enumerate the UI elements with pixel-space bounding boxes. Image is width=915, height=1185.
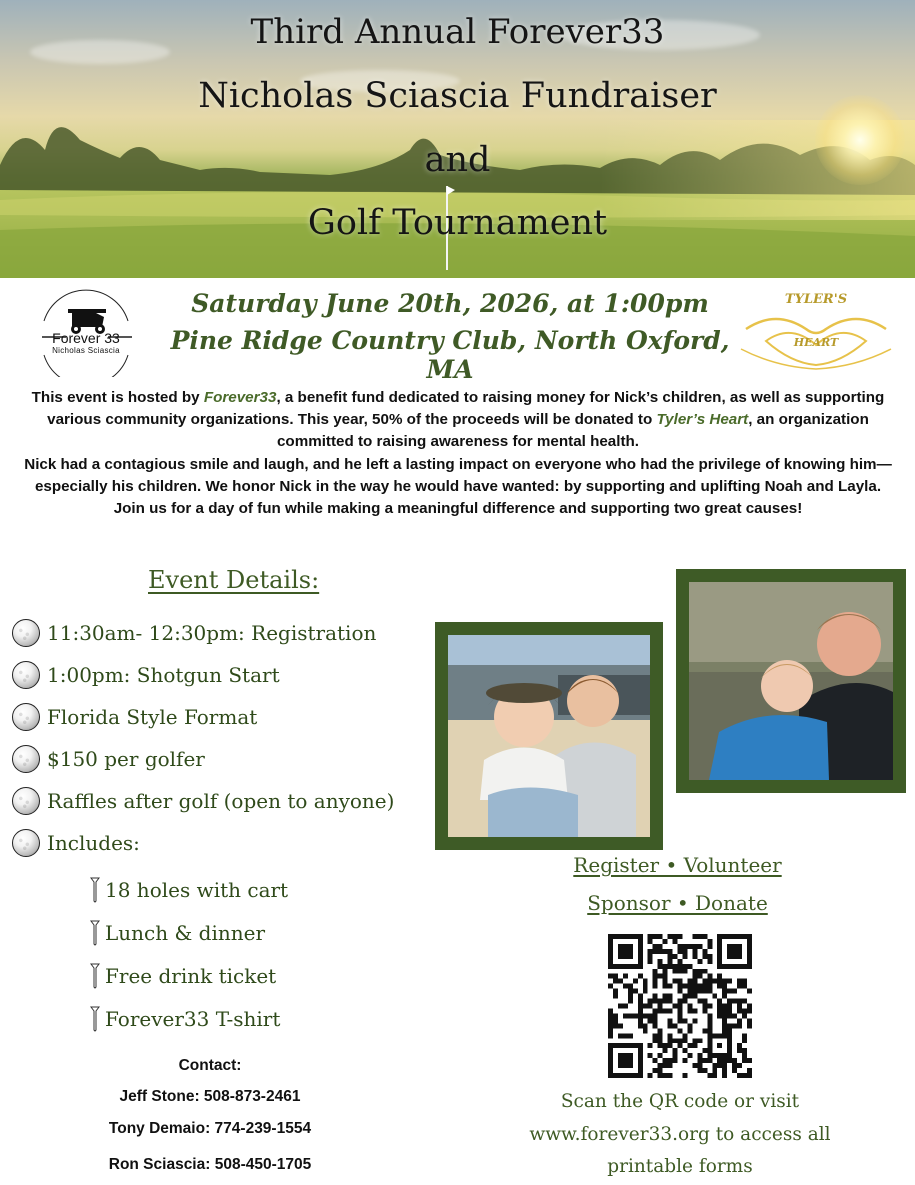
detail-item: Florida Style Format	[12, 701, 257, 733]
tylers-heart-top: TYLER'S	[784, 292, 848, 307]
scan-instructions-line-1: Scan the QR code or visit	[560, 1091, 800, 1112]
golf-tee-icon	[90, 963, 100, 989]
detail-item: 11:30am- 12:30pm: Registration	[12, 617, 376, 649]
detail-item: Raffles after golf (open to anyone)	[12, 785, 394, 817]
description-paragraph-1: This event is hosted by Forever33, a benefit fund dedicated to raising money for Nick’s children, as well as supporting various community organizations. This year, 50% of the proceeds will be donated to Tyler’s Heart, an organization committed to raising awareness for mental health.	[31, 389, 885, 451]
title-line-1: Third Annual Forever33	[250, 12, 665, 52]
contact-person: Jeff Stone: 508-873-2461	[119, 1088, 301, 1105]
include-item: Free drink ticket	[90, 961, 276, 991]
forever33-logo-sub: Nicholas Sciascia	[52, 346, 120, 355]
golf-tee-icon	[90, 920, 100, 946]
golf-tee-icon	[90, 877, 100, 903]
golf-ball-icon	[12, 745, 40, 773]
scan-website[interactable]: www.forever33.org to access all	[529, 1124, 831, 1145]
event-description	[18, 387, 898, 520]
detail-item: 1:00pm: Shotgun Start	[12, 659, 280, 691]
register-volunteer-link[interactable]: Register • Volunteer	[573, 853, 782, 877]
children-photo	[435, 622, 663, 850]
description-paragraph-2: Nick had a contagious smile and laugh, and he left a lasting impact on everyone who had the privilege of knowing him—especially his children. We honor Nick in the way he would have wanted: by supporting and uplifting Noah and Layla.	[24, 455, 892, 495]
forever33-org-name: Forever33	[203, 389, 277, 406]
sponsor-donate-link[interactable]: Sponsor • Donate	[587, 891, 768, 915]
golf-ball-icon	[12, 787, 40, 815]
tylers-heart-org-name: Tyler’s Heart	[656, 411, 749, 429]
contact-person: Tony Demaio: 774-239-1554	[108, 1120, 312, 1137]
golf-ball-icon	[12, 829, 40, 857]
tylers-heart-logo	[736, 289, 896, 371]
title-line-2: Nicholas Sciascia Fundraiser	[198, 76, 717, 116]
include-item: 18 holes with cart	[90, 875, 288, 905]
event-details-title: Event Details:	[148, 566, 320, 594]
tylers-heart-bottom: HEART	[793, 336, 839, 349]
scan-instructions-line-3: printable forms	[607, 1156, 753, 1177]
detail-item: $150 per golfer	[12, 743, 205, 775]
contact-person: Ron Sciascia: 508-450-1705	[108, 1156, 312, 1173]
include-item: Forever33 T-shirt	[90, 1004, 280, 1034]
father-son-photo	[676, 569, 906, 793]
description-paragraph-3: Join us for a day of fun while making a meaningful difference and supporting two great causes!	[113, 500, 803, 518]
hero-banner	[0, 0, 915, 278]
forever33-logo-name: Forever 33	[52, 330, 120, 346]
golf-ball-icon	[12, 703, 40, 731]
event-date: Saturday June 20th, 2026, at 1:00pm	[191, 289, 709, 318]
golf-tee-icon	[90, 1006, 100, 1032]
golf-ball-icon	[12, 619, 40, 647]
event-venue: Pine Ridge Country Club, North Oxford, MA	[170, 326, 730, 384]
include-item: Lunch & dinner	[90, 918, 265, 948]
forever33-logo	[34, 287, 138, 377]
detail-item: Includes:	[12, 827, 140, 859]
golf-ball-icon	[12, 661, 40, 689]
title-line-4: Golf Tournament	[307, 203, 608, 243]
title-line-3: and	[424, 140, 491, 180]
contact-title: Contact:	[178, 1057, 242, 1074]
qr-code[interactable]	[608, 934, 752, 1078]
